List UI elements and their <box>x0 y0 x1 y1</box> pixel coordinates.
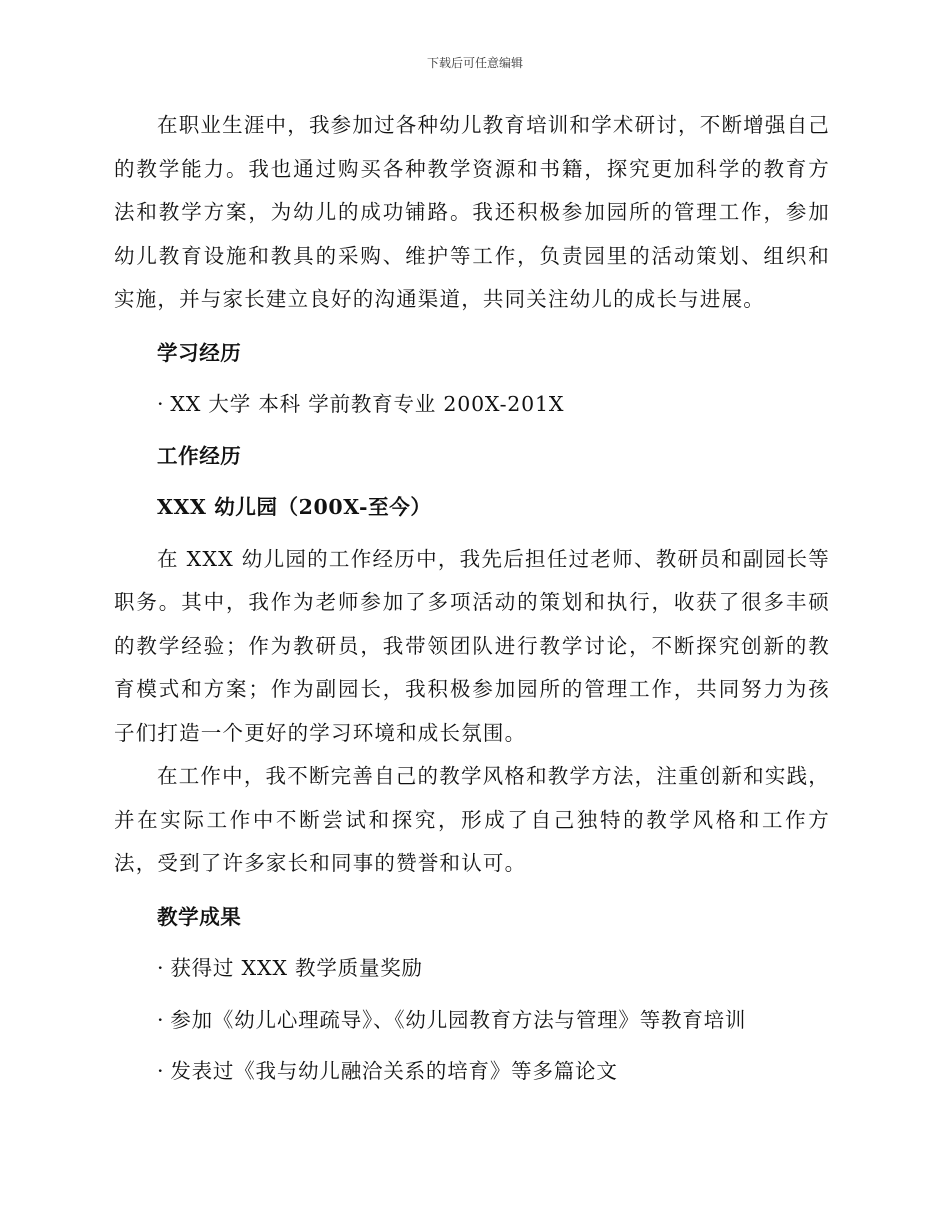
work-employer: XXX 幼儿园（200X-至今） <box>157 495 432 519</box>
achievement-item-text: 获得过 XXX 教学质量奖励 <box>170 956 423 980</box>
achievement-item <box>114 947 830 991</box>
bullet-dot: · <box>157 1007 165 1032</box>
section-gap <box>114 886 830 896</box>
section-gap <box>114 1042 830 1050</box>
intro-paragraph: 在职业生涯中，我参加过各种幼儿教育培训和学术研讨，不断增强自己的教学能力。我也通过购买各种教学资源和书籍，探究更加科学的教育方法和教学方案，为幼儿的成功铺路。我还积极参加园所的管理工作，参加幼儿教育设施和教具的采购、维护等工作，负责园里的活动策划、组织和实施，并与家长建立良好的沟通渠道，共同关注幼儿的成长与进展。 <box>114 113 830 311</box>
education-item-text: XX 大学 本科 学前教育专业 200X-201X <box>170 392 565 416</box>
section-gap <box>114 375 830 383</box>
achievement-item-text: 发表过《我与幼儿融洽关系的培育》等多篇论文 <box>170 1059 618 1083</box>
section-gap <box>114 991 830 999</box>
section-gap <box>114 427 830 435</box>
section-gap <box>114 939 830 947</box>
bullet-dot: · <box>157 1059 165 1083</box>
achievement-item <box>114 999 830 1043</box>
page-header-note: 下载后可任意编辑 <box>426 56 523 70</box>
bullet-dot: · <box>157 956 165 980</box>
bullet-dot: · <box>157 392 165 416</box>
education-item <box>114 383 830 427</box>
section-gap <box>114 530 830 538</box>
achievements-heading: 教学成果 <box>157 904 242 929</box>
achievement-item <box>114 1050 830 1094</box>
document-body <box>114 104 830 1094</box>
section-gap <box>114 478 830 486</box>
education-heading: 学习经历 <box>157 340 242 365</box>
section-gap <box>114 322 830 332</box>
work-heading: 工作经历 <box>157 443 242 468</box>
work-paragraph: 在工作中，我不断完善自己的教学风格和教学方法，注重创新和实践，并在实际工作中不断尝试和探究，形成了自己独特的教学风格和工作方法，受到了许多家长和同事的赞誉和认可。 <box>114 764 830 875</box>
work-paragraph: 在 XXX 幼儿园的工作经历中，我先后担任过老师、教研员和副园长等职务。其中，我作为老师参加了多项活动的策划和执行，收获了很多丰硕的教学经验；作为教研员，我带领团队进行教学讨论，不断探究创新的教育模式和方案；作为副园长，我积极参加园所的管理工作，共同努力为孩子们打造一个更好的学习环境和成长氛围。 <box>114 546 830 745</box>
achievement-item-text: 参加《幼儿心理疏导》、《幼儿园教育方法与管理》等教育培训 <box>170 1007 747 1032</box>
